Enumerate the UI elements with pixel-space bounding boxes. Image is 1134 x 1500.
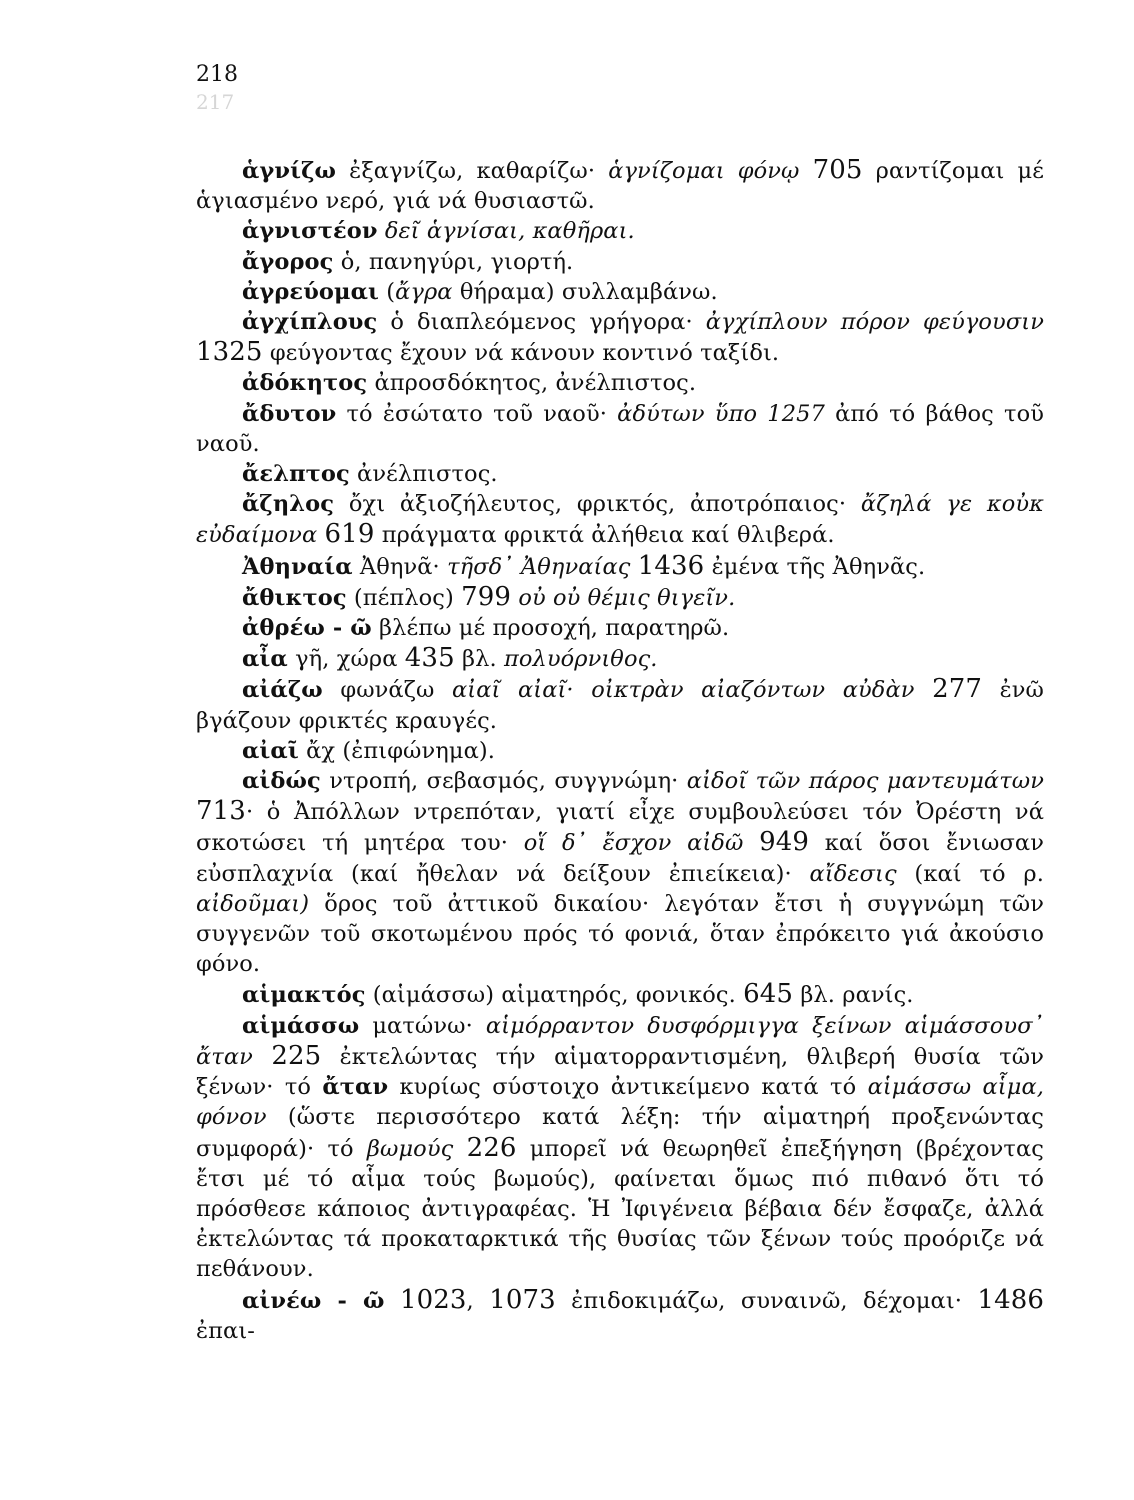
verse-number: 705	[812, 155, 863, 185]
entry-text: ἐμένα τῆς Ἀθηνᾶς.	[704, 553, 926, 580]
dictionary-entry	[196, 1011, 1044, 1285]
dictionary-entry	[196, 736, 1044, 766]
dictionary-entry	[196, 399, 1044, 459]
entry-lemma: ἄθικτος	[242, 584, 347, 611]
quotation-text: αἰδοῦμαι)	[196, 890, 310, 917]
entry-lemma: αἰνέω - ῶ	[242, 1287, 385, 1314]
dictionary-entry	[196, 155, 1044, 216]
entry-text	[385, 1288, 400, 1314]
entry-text: ὅρος τοῦ ἀττικοῦ δικαίου· λεγόταν ἔτσι ἡ συγγνώμη τῶν συγγενῶν τοῦ σκοτωμένου πρός τό φονιά, ὅταν ἐπρόκειτο γιά ἀκούσιο φόνο.	[196, 890, 1044, 978]
entry-text: ἄταν	[322, 1074, 389, 1101]
entry-lemma: αἱμάσσω	[242, 1012, 360, 1039]
verse-number: 225	[271, 1040, 322, 1071]
entry-text: φεύγοντας ἔχουν νά κάνουν κοντινό ταξίδι.	[262, 340, 780, 367]
entry-text: τό ἐσώτατο τοῦ ναοῦ·	[336, 400, 618, 427]
verse-number: 277	[932, 674, 983, 705]
entry-text: βλ.	[454, 646, 504, 673]
dictionary-entry	[196, 613, 1044, 643]
entry-text: ἐξαγνίζω, καθαρίζω·	[336, 158, 609, 184]
quotation-text: οὐ οὐ θέμις θιγεῖν.	[518, 584, 736, 611]
dictionary-entry	[196, 643, 1044, 674]
entry-text: ὁ διαπλεόμενος γρήγορα·	[377, 309, 706, 336]
verse-number: 1436	[637, 550, 705, 581]
dictionary-entries	[196, 155, 1044, 1346]
quotation-text: ἁγνίζομαι φόνῳ	[608, 158, 800, 184]
entry-text: ἐκτελώντας τήν αἱματορραντισμένη, θλιβερή θυσία τῶν ξένων· τό	[196, 1043, 1044, 1101]
entry-text: (καί τό ρ.	[896, 860, 1044, 887]
entry-lemma: αἰδώς	[242, 768, 321, 795]
entry-lemma: ἁγνίζω	[242, 158, 337, 184]
quotation-text: δεῖ ἁγνίσαι, καθῆραι.	[384, 218, 635, 245]
entry-text: (πέπλος)	[346, 584, 462, 611]
entry-text: καί ὅσοι ἔνιωσαν εὐσπλαχνία (καί ἤθελαν νά δείξουν ἐπιείκεια)·	[196, 830, 1044, 887]
entry-text	[630, 554, 637, 580]
dictionary-entry	[196, 247, 1044, 277]
entry-text: (αἱμάσσω) αἱματηρός, φονικός.	[365, 982, 744, 1009]
quotation-text: αἰαῖ αἰαῖ· οἰκτρὰν αἰαζόντων αὐδὰν	[452, 677, 915, 704]
entry-text: κυρίως σύστοιχο ἀντικείμενο κατά τό	[388, 1074, 868, 1101]
entry-lemma: αἶα	[242, 646, 288, 673]
entry-lemma: ἄγορος	[242, 248, 334, 275]
entry-text: φωνάζω	[322, 677, 453, 704]
verse-number: 645	[743, 979, 794, 1010]
verse-number: 619	[324, 519, 375, 550]
entry-text: ματώνω·	[359, 1012, 486, 1039]
entry-lemma: αἰαῖ	[242, 737, 299, 764]
verse-number: 1325	[196, 337, 263, 368]
entry-text: πράγματα φρικτά ἀλήθεια καί θλιβερά.	[374, 522, 835, 549]
dictionary-entry	[196, 216, 1044, 246]
entry-text: μπορεῖ νά θεωρηθεῖ ἐπεξήγηση (βρέχοντας ἔτσι μέ τό αἷμα τούς βωμούς), φαίνεται ὅμως πιό πιθανό ὅτι τό πρόσθεσε κάποιος ἀντιγραφέας. Ἡ Ἰφιγένεια βέβαια δέν ἔσφαζε, ἀλλά ἐκτελώντας τά προκαταρκτικά τῆς θυσίας τῶν ξένων τούς προόριζε νά πεθάνουν.	[196, 1135, 1044, 1283]
dictionary-entry	[196, 551, 1044, 582]
entry-text: ραντίζομαι μέ ἁγιασμένο νερό, γιά νά θυσιαστῶ.	[196, 158, 1044, 215]
entry-text	[915, 677, 933, 703]
entry-lemma: ἁγνιστέον	[242, 218, 378, 245]
dictionary-entry	[196, 307, 1044, 368]
entry-text: ἐνῶ βγάζουν φρικτές κραυγές.	[196, 677, 1044, 734]
entry-lemma: ἄδυτον	[242, 400, 337, 427]
verse-number: 949	[759, 827, 810, 858]
entry-lemma: ἄελπτος	[242, 461, 350, 488]
quotation-text: ἄζηλά γε κοὐκ εὐδαίμονα	[196, 491, 1044, 549]
quotation-text: αἱμάσσω αἷμα, φόνον	[196, 1074, 1044, 1131]
entry-text	[253, 1044, 271, 1070]
dictionary-entry	[196, 459, 1044, 489]
entry-text: ἐπιδοκιμάζω, συναινῶ, δέχομαι·	[555, 1287, 978, 1314]
entry-text	[453, 1136, 466, 1162]
entry-text: (ὥστε περισσότερο κατά λέξη: τήν αἱματηρή προξενώντας συμφορά)· τό	[196, 1104, 1044, 1162]
verse-number: 1023	[399, 1284, 467, 1315]
entry-lemma: ἀγρεύομαι	[242, 278, 379, 305]
quotation-text: ἀγχίπλουν πόρον φεύγουσιν	[705, 309, 1044, 336]
entry-text	[317, 522, 324, 548]
entry-text	[743, 830, 759, 856]
quotation-text: οἵ δ᾽ ἔσχον αἰδῶ	[523, 830, 744, 857]
quotation-text: αἰδοῖ τῶν πάρος μαντευμάτων	[686, 768, 1044, 795]
quotation-text: πολυόρνιθος.	[503, 646, 658, 673]
dictionary-entry	[196, 674, 1044, 735]
entry-lemma: ἀδόκητος	[242, 370, 368, 397]
dictionary-entry	[196, 368, 1044, 398]
entry-lemma: ἄζηλος	[242, 491, 335, 518]
dictionary-entry	[196, 489, 1044, 550]
quotation-text: αἱμόρραντον δυσφόρμιγγα ξείνων αἱμάσσουσ᾽ ἄταν	[196, 1012, 1044, 1070]
verse-number: 713	[196, 796, 246, 827]
dictionary-entry	[196, 277, 1044, 307]
page-number: 218	[196, 62, 238, 87]
entry-text: βλ. ρανίς.	[793, 982, 914, 1009]
entry-text: ὁ, πανηγύρι, γιορτή.	[333, 248, 574, 275]
entry-text: θήραμα) συλλαμβάνω.	[452, 278, 718, 305]
entry-text	[799, 158, 812, 184]
entry-text: ἀπό τό βάθος τοῦ ναοῦ.	[196, 400, 1044, 457]
entry-text: · ὁ Ἀπόλλων ντρεπόταν, γιατί εἶχε συμβουλεύσει τόν Ὀρέστη νά σκοτώσει τή μητέρα του·	[196, 799, 1044, 857]
entry-lemma: αἱμακτός	[242, 982, 366, 1009]
entry-text	[378, 218, 385, 244]
dictionary-entry	[196, 582, 1044, 613]
entry-text: ἐπαι-	[196, 1317, 255, 1344]
entry-text: γῆ, χώρα	[287, 646, 405, 673]
verse-number: 1486	[977, 1284, 1044, 1315]
verse-number: 226	[466, 1132, 517, 1163]
entry-lemma: αἰάζω	[242, 677, 323, 704]
entry-text: ἀπροσδόκητος, ἀνέλπιστος.	[367, 370, 697, 397]
entry-text: ἄχ (ἐπιφώνημα).	[298, 737, 496, 764]
verse-number: 1073	[489, 1284, 556, 1315]
entry-text: Ἀθηνᾶ·	[352, 553, 448, 580]
dictionary-entry	[196, 979, 1044, 1010]
entry-text: (	[379, 278, 396, 305]
entry-text: ,	[466, 1287, 490, 1314]
entry-text: ντροπή, σεβασμός, συγγνώμη·	[320, 768, 687, 795]
quotation-text: βωμούς	[366, 1135, 454, 1162]
verse-number: 799	[461, 581, 512, 612]
entry-text: ἀνέλπιστος.	[349, 461, 498, 488]
quotation-text: ἄγρα	[395, 278, 453, 305]
entry-lemma: ἀθρέω - ῶ	[242, 615, 372, 642]
dictionary-entry	[196, 766, 1044, 979]
verse-number: 435	[404, 643, 455, 674]
quotation-text: τῆσδ᾽ Ἀθηναίας	[447, 553, 631, 580]
show-through-page-number: 217	[196, 90, 235, 114]
dictionary-entry	[196, 1285, 1044, 1346]
entry-lemma: Ἀθηναία	[242, 553, 353, 580]
quotation-text: ἀδύτων ὕπο 1257	[617, 400, 825, 427]
entry-text: βλέπω μέ προσοχή, παρατηρῶ.	[371, 615, 730, 642]
entry-text: ὄχι ἀξιοζήλευτος, φρικτός, ἀποτρόπαιος·	[334, 491, 861, 518]
quotation-text: αἴδεσις	[809, 860, 897, 887]
entry-lemma: ἀγχίπλους	[242, 309, 378, 336]
